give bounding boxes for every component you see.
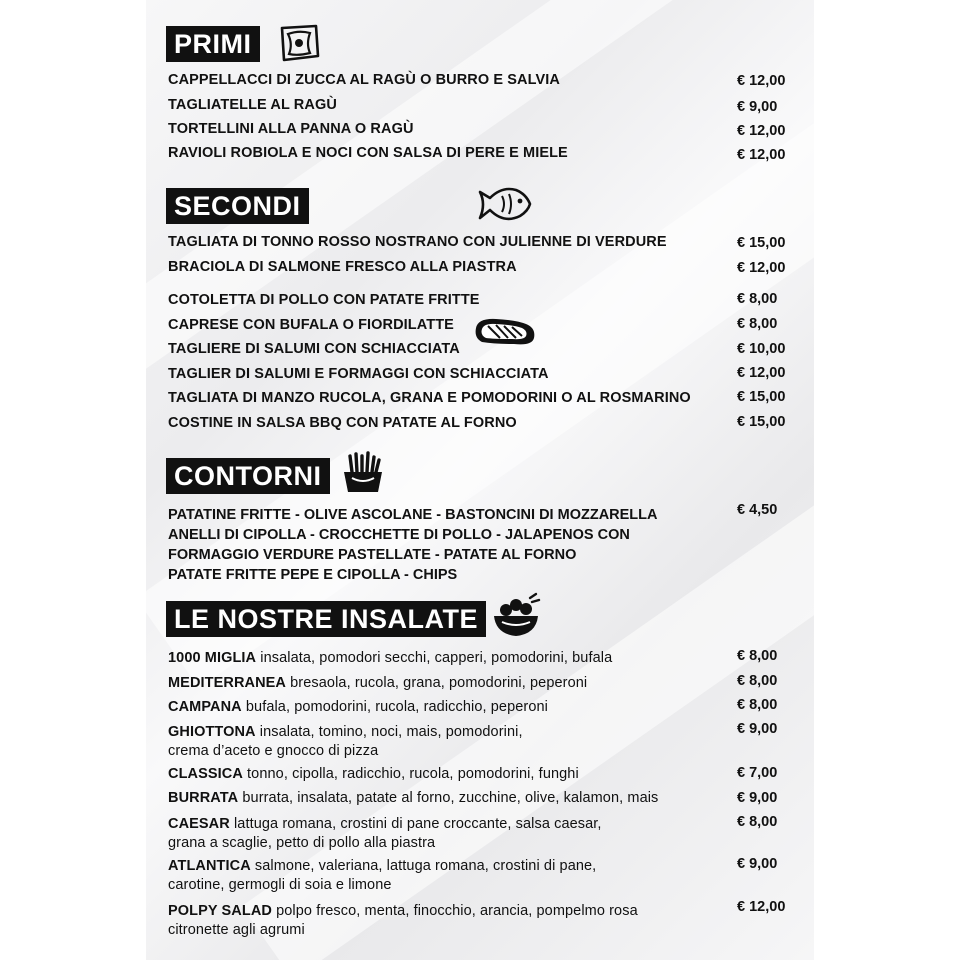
- section-heading-insalate: LE NOSTRE INSALATE: [166, 601, 486, 637]
- item-price: € 7,00: [737, 765, 778, 781]
- menu-item: TAGLIATA DI TONNO ROSSO NOSTRANO CON JULIENNE DI VERDURE: [168, 234, 667, 250]
- menu-item: 1000 MIGLIA insalata, pomodori secchi, capperi, pomodorini, bufala: [168, 650, 613, 666]
- section-heading-contorni: CONTORNI: [166, 458, 330, 494]
- contorni-line: PATATE FRITTE PEPE E CIPOLLA - CHIPS: [168, 567, 458, 583]
- menu-item: POLPY SALAD polpo fresco, menta, finocchio, arancia, pompelmo rosa citronette agli agrumi: [168, 903, 638, 938]
- contorni-list: [168, 505, 658, 585]
- fish-icon: [476, 184, 534, 226]
- item-price: € 8,00: [737, 673, 778, 689]
- menu-item: CAPRESE CON BUFALA O FIORDILATTE: [168, 317, 454, 333]
- menu-item: MEDITERRANEA bresaola, rucola, grana, pomodorini, peperoni: [168, 675, 588, 691]
- item-price: € 8,00: [737, 648, 778, 664]
- menu-item: CLASSICA tonno, cipolla, radicchio, rucola, pomodorini, funghi: [168, 766, 579, 782]
- item-price: € 12,00: [737, 365, 786, 381]
- item-price: € 15,00: [737, 235, 786, 251]
- menu-item: COTOLETTA DI POLLO CON PATATE FRITTE: [168, 292, 480, 308]
- item-price: € 12,00: [737, 147, 786, 163]
- item-price: € 9,00: [737, 99, 778, 115]
- menu-item: TAGLIER DI SALUMI E FORMAGGI CON SCHIACCIATA: [168, 366, 549, 382]
- menu-item: CAPPELLACCI DI ZUCCA AL RAGÙ O BURRO E SALVIA: [168, 72, 560, 88]
- item-price: € 15,00: [737, 414, 786, 430]
- menu-item: COSTINE IN SALSA BBQ CON PATATE AL FORNO: [168, 415, 517, 431]
- menu-item: GHIOTTONA insalata, tomino, noci, mais, pomodorini, crema d’aceto e gnocco di pizza: [168, 724, 523, 759]
- menu-item: CAESAR lattuga romana, crostini di pane croccante, salsa caesar, grana a scaglie, petto di pollo alla piastra: [168, 816, 602, 851]
- contorni-line: PATATINE FRITTE - OLIVE ASCOLANE - BASTONCINI DI MOZZARELLA: [168, 507, 658, 523]
- menu-item: RAVIOLI ROBIOLA E NOCI CON SALSA DI PERE E MIELE: [168, 145, 568, 161]
- menu-item: CAMPANA bufala, pomodorini, rucola, radicchio, peperoni: [168, 699, 548, 715]
- menu-item: ATLANTICA salmone, valeriana, lattuga romana, crostini di pane, carotine, germogli di soia e limone: [168, 858, 597, 893]
- item-price: € 15,00: [737, 389, 786, 405]
- item-price: € 8,00: [737, 814, 778, 830]
- menu-item: TORTELLINI ALLA PANNA O RAGÙ: [168, 121, 414, 137]
- contorni-line: FORMAGGIO VERDURE PASTELLATE - PATATE AL FORNO: [168, 547, 577, 563]
- menu-item: BURRATA burrata, insalata, patate al forno, zucchine, olive, kalamon, mais: [168, 790, 659, 806]
- item-price: € 12,00: [737, 73, 786, 89]
- section-heading-secondi: SECONDI: [166, 188, 309, 224]
- item-price: € 8,00: [737, 291, 778, 307]
- item-price: € 12,00: [737, 123, 786, 139]
- menu-item: TAGLIERE DI SALUMI CON SCHIACCIATA: [168, 341, 460, 357]
- pasta-icon: [276, 22, 322, 64]
- item-price: € 12,00: [737, 260, 786, 276]
- salad-bowl-icon: [490, 592, 542, 640]
- item-price: € 9,00: [737, 721, 778, 737]
- item-price: € 12,00: [737, 899, 786, 915]
- contorni-price: € 4,50: [737, 502, 778, 518]
- menu-item: TAGLIATELLE AL RAGÙ: [168, 97, 337, 113]
- steak-icon: [470, 314, 540, 350]
- item-price: € 10,00: [737, 341, 786, 357]
- item-price: € 9,00: [737, 790, 778, 806]
- contorni-line: ANELLI DI CIPOLLA - CROCCHETTE DI POLLO - JALAPENOS CON: [168, 527, 630, 543]
- fries-icon: [340, 450, 386, 496]
- item-price: € 9,00: [737, 856, 778, 872]
- menu-item: TAGLIATA DI MANZO RUCOLA, GRANA E POMODORINI O AL ROSMARINO: [168, 390, 691, 406]
- menu-item: BRACIOLA DI SALMONE FRESCO ALLA PIASTRA: [168, 259, 517, 275]
- section-heading-primi: PRIMI: [166, 26, 260, 62]
- item-price: € 8,00: [737, 316, 778, 332]
- item-price: € 8,00: [737, 697, 778, 713]
